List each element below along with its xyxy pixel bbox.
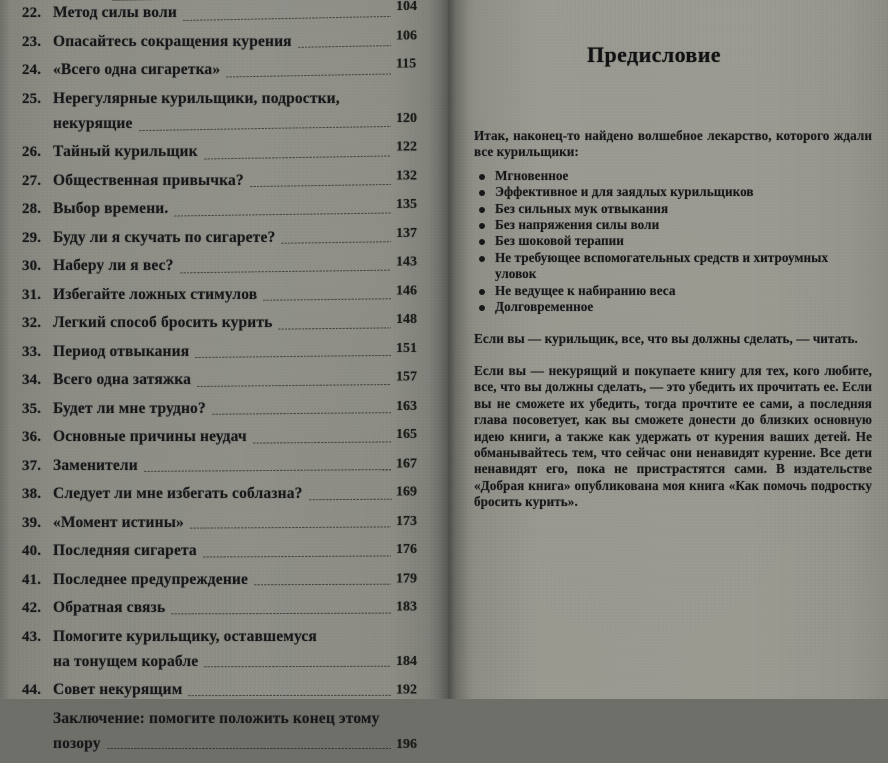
toc-entry-title: Буду ли я скучать по сигарете? bbox=[53, 228, 276, 246]
toc-entry-title: Будет ли мне трудно? bbox=[53, 399, 206, 417]
toc-leader-dots bbox=[204, 661, 391, 669]
toc-page-number: 151 bbox=[396, 340, 417, 356]
foreword-bullet-item bbox=[474, 299, 872, 315]
toc-entry-title: Основные причины неудач bbox=[53, 428, 247, 445]
foreword-bullet-item bbox=[474, 283, 872, 299]
toc-entry-line bbox=[22, 56, 426, 86]
toc-leader-dots bbox=[386, 718, 391, 726]
foreword-bullet-text: Долговременное bbox=[495, 299, 594, 315]
toc-leader-dots bbox=[138, 121, 391, 133]
toc-entry-title: Период отвыкания bbox=[53, 342, 190, 360]
toc-entry-line bbox=[22, 710, 426, 735]
toc-entry[interactable] bbox=[22, 457, 426, 482]
toc-entry-number: 39. bbox=[22, 514, 42, 531]
toc-page-number: 120 bbox=[396, 110, 417, 126]
toc-entry[interactable] bbox=[22, 0, 426, 29]
toc-entry-number: 37. bbox=[22, 457, 42, 474]
toc-page-number: 146 bbox=[396, 283, 417, 299]
toc-leader-dots bbox=[250, 179, 391, 189]
toc-entry[interactable] bbox=[22, 90, 426, 140]
toc-entry[interactable] bbox=[22, 254, 426, 282]
foreword-bullet-item bbox=[474, 184, 872, 200]
toc-entry-title: Совет некурящим bbox=[53, 681, 183, 698]
toc-page-number: 157 bbox=[396, 369, 417, 385]
toc-leader-dots bbox=[179, 264, 391, 275]
clipped-leader-line bbox=[112, 0, 418, 1]
foreword-bullet-item bbox=[474, 217, 872, 233]
toc-page-number: 143 bbox=[396, 254, 417, 270]
toc-entry-title: Заменители bbox=[53, 456, 138, 474]
foreword-bullet-item bbox=[474, 201, 872, 217]
toc-entry-number: 41. bbox=[22, 571, 42, 588]
toc-entry-line bbox=[22, 168, 426, 197]
foreword-bullet-item bbox=[474, 250, 872, 283]
toc-entry[interactable] bbox=[22, 400, 426, 425]
toc-leader-dots bbox=[204, 150, 391, 161]
toc-leader-dots bbox=[174, 207, 391, 218]
toc-entry-number: 31. bbox=[22, 286, 42, 303]
toc-leader-dots bbox=[298, 40, 391, 50]
toc-leader-dots bbox=[190, 521, 391, 530]
toc-entry-title: Избегайте ложных стимулов bbox=[53, 285, 258, 303]
table-of-contents bbox=[0, 0, 448, 752]
toc-entry-title: Опасайтесь сокращения курения bbox=[53, 32, 292, 50]
foreword-bullet-text: Без напряжения силы воли bbox=[495, 217, 660, 233]
toc-entry-list bbox=[22, 0, 426, 763]
bullet-icon bbox=[479, 207, 485, 213]
toc-page-number: 165 bbox=[396, 427, 417, 443]
foreword-paragraph: Если вы — курильщик, все, что вы должны сделать, — читать. bbox=[474, 331, 858, 347]
toc-entry-title: Общественная привычка? bbox=[53, 171, 244, 189]
toc-entry-line bbox=[22, 628, 426, 653]
toc-entry-number: 28. bbox=[22, 201, 42, 217]
toc-leader-dots bbox=[308, 493, 391, 502]
toc-entry-line bbox=[22, 571, 426, 596]
toc-leader-dots bbox=[281, 236, 391, 245]
toc-entry-line bbox=[22, 599, 426, 624]
toc-entry[interactable] bbox=[22, 485, 426, 510]
foreword-bullet-text: Без шоковой терапии bbox=[495, 233, 624, 249]
toc-entry[interactable] bbox=[22, 599, 426, 624]
toc-page-number: 132 bbox=[396, 168, 417, 184]
foreword-bullet-item bbox=[474, 233, 872, 249]
toc-page-number: 176 bbox=[396, 542, 417, 558]
toc-entry[interactable] bbox=[22, 168, 426, 197]
toc-page-number: 163 bbox=[396, 398, 417, 414]
toc-entry-number: 33. bbox=[22, 343, 42, 360]
toc-page-number: 196 bbox=[396, 736, 417, 752]
toc-page-number: 183 bbox=[396, 599, 417, 615]
clipped-entry-above bbox=[26, 0, 426, 1]
toc-leader-dots bbox=[323, 636, 391, 644]
toc-entry-title: Следует ли мне избегать соблазна? bbox=[53, 485, 303, 502]
toc-entry-title: Помогите курильщику, оставшемуся bbox=[53, 627, 317, 645]
toc-leader-dots bbox=[346, 98, 391, 107]
toc-entry-number: 35. bbox=[22, 400, 42, 417]
toc-entry[interactable] bbox=[22, 27, 426, 58]
toc-entry-number: 36. bbox=[22, 429, 42, 445]
toc-entry-number: 32. bbox=[22, 315, 42, 331]
toc-entry-line bbox=[22, 542, 426, 567]
toc-entry-line bbox=[22, 225, 426, 254]
toc-entry-title: Заключение: помогите положить конец этому bbox=[53, 709, 380, 727]
toc-entry-line bbox=[22, 254, 426, 282]
foreword-body bbox=[474, 128, 872, 526]
toc-entry-line bbox=[22, 90, 426, 115]
toc-leader-dots bbox=[171, 607, 391, 616]
toc-entry-title: Метод силы воли bbox=[53, 4, 177, 21]
toc-leader-dots bbox=[197, 379, 391, 389]
toc-page-number: 167 bbox=[396, 455, 417, 471]
toc-leader-dots bbox=[254, 579, 391, 588]
toc-entry-number: 22. bbox=[22, 5, 42, 21]
toc-entry[interactable] bbox=[22, 139, 426, 168]
bullet-icon bbox=[479, 223, 485, 229]
toc-entry-title-continued: некурящие bbox=[53, 114, 133, 132]
toc-page-number: 192 bbox=[396, 682, 417, 698]
toc-leader-dots bbox=[203, 550, 391, 559]
toc-entry-line bbox=[22, 457, 426, 482]
toc-entry-line bbox=[22, 139, 426, 168]
toc-leader-dots bbox=[263, 293, 391, 303]
toc-entry-title: Выбор времени. bbox=[53, 200, 169, 217]
foreword-bullet-text: Без сильных мук отвыкания bbox=[495, 200, 669, 216]
foreword-paragraphs bbox=[474, 331, 872, 510]
toc-entry-title-continued: позору bbox=[53, 734, 101, 752]
toc-entry[interactable] bbox=[22, 371, 426, 396]
toc-page-number: 169 bbox=[396, 484, 417, 500]
toc-page-number: 135 bbox=[396, 196, 417, 212]
toc-page-number: 137 bbox=[396, 225, 417, 241]
toc-entry-line bbox=[22, 311, 426, 339]
toc-entry[interactable] bbox=[22, 311, 426, 339]
toc-page-number: 106 bbox=[396, 27, 417, 43]
bullet-icon bbox=[479, 174, 485, 180]
foreword-bullet-text: Мгновенное bbox=[495, 167, 569, 183]
toc-entry-line bbox=[22, 400, 426, 425]
toc-page-number: 173 bbox=[396, 513, 417, 529]
toc-leader-dots bbox=[212, 407, 391, 417]
toc-entry[interactable] bbox=[22, 56, 426, 86]
foreword-bullet-text: Не ведущее к набиранию веса bbox=[495, 282, 676, 298]
toc-page-number: 148 bbox=[396, 311, 417, 327]
toc-entry-line bbox=[22, 428, 426, 453]
toc-entry-number: 27. bbox=[22, 172, 42, 189]
toc-entry-number: 26. bbox=[22, 144, 42, 160]
toc-entry-line bbox=[22, 485, 426, 510]
toc-entry-title-continued: на тонущем корабле bbox=[53, 652, 199, 670]
toc-entry-line bbox=[22, 340, 426, 368]
toc-entry-number: 43. bbox=[22, 628, 42, 645]
toc-entry-number: 29. bbox=[22, 229, 42, 246]
bullet-icon bbox=[479, 256, 485, 262]
toc-entry-line bbox=[22, 681, 426, 706]
toc-entry-line bbox=[22, 196, 426, 225]
toc-leader-dots bbox=[278, 322, 391, 331]
toc-entry-number: 44. bbox=[22, 682, 42, 698]
toc-entry[interactable] bbox=[22, 628, 426, 678]
bullet-icon bbox=[479, 239, 485, 245]
toc-entry-title: «Всего одна сигаретка» bbox=[53, 61, 221, 78]
toc-entry[interactable] bbox=[22, 428, 426, 453]
foreword-bullet-text: Не требующее вспомогательных средств и хитроумных уловок bbox=[495, 249, 829, 282]
toc-entry-number: 30. bbox=[22, 258, 42, 274]
toc-entry[interactable] bbox=[22, 542, 426, 567]
toc-leader-dots bbox=[253, 436, 391, 445]
toc-entry-line bbox=[22, 0, 426, 29]
toc-entry-line-continued bbox=[22, 110, 426, 140]
toc-entry[interactable] bbox=[22, 681, 426, 706]
toc-entry-title: Наберу ли я вес? bbox=[53, 257, 174, 274]
toc-page-number: 104 bbox=[396, 0, 417, 14]
toc-page-number: 179 bbox=[396, 570, 417, 586]
foreword-title: Предисловие bbox=[587, 42, 721, 67]
toc-leader-dots bbox=[226, 68, 391, 79]
toc-page-number: 184 bbox=[396, 653, 417, 669]
foreword-page bbox=[448, 0, 888, 699]
toc-entry-number: 38. bbox=[22, 486, 42, 502]
toc-leader-dots bbox=[107, 743, 391, 751]
toc-leader-dots bbox=[183, 10, 391, 22]
toc-entry[interactable] bbox=[22, 196, 426, 225]
bullet-icon bbox=[479, 305, 485, 311]
toc-entry[interactable] bbox=[22, 571, 426, 596]
toc-entry-number: 24. bbox=[22, 62, 42, 78]
toc-entry-title: Всего одна затяжка bbox=[53, 371, 192, 388]
foreword-paragraph: Если вы — некурящий и покупаете книгу для тех, кого любите, все, что вы должны сделать, — это убедить их прочитать ее. Если вы не сможете их убедить, тогда прочтите ее сами, а последняя глава посоветует, как вы сможете донести до близких основную идею книги, а также как удержать от курения ваших детей. Не обманывайтесь тем, что сейчас они ненавидят курение. Все дети ненавидят его, пока не пристрастятся сами. В издательстве «Добрая книга» опубликована моя книга «Как помочь подростку бросить курить». bbox=[474, 362, 872, 510]
toc-entry-number: 23. bbox=[22, 33, 42, 50]
toc-entry-line-continued bbox=[22, 735, 426, 760]
toc-page-number: 122 bbox=[396, 139, 417, 155]
foreword-intro: Итак, наконец-то найдено волшебное лекарство, которого ждали все курильщики: bbox=[474, 128, 872, 160]
toc-entry[interactable] bbox=[22, 514, 426, 539]
toc-entry-title: «Момент истины» bbox=[53, 513, 184, 531]
toc-entry-line bbox=[22, 27, 426, 58]
toc-entry[interactable] bbox=[22, 340, 426, 368]
foreword-bullet-item bbox=[474, 168, 872, 184]
toc-entry-title: Последняя сигарета bbox=[53, 542, 197, 559]
toc-entry-line bbox=[22, 283, 426, 311]
toc-entry-number: 25. bbox=[22, 90, 42, 107]
bullet-icon bbox=[479, 289, 485, 295]
toc-entry-title: Нерегулярные курильщики, подростки, bbox=[53, 89, 340, 107]
toc-entry-title: Обратная связь bbox=[53, 599, 166, 616]
toc-entry-number: 34. bbox=[22, 372, 42, 388]
foreword-bullet-text: Эффективное и для заядлых курильщиков bbox=[495, 184, 754, 200]
toc-entry-line-continued bbox=[22, 653, 426, 678]
toc-entry-number: 40. bbox=[22, 543, 42, 559]
bullet-icon bbox=[479, 190, 485, 196]
toc-entry-line bbox=[22, 371, 426, 396]
toc-leader-dots bbox=[195, 350, 391, 360]
toc-entry-number: 42. bbox=[22, 600, 42, 616]
toc-entry-title: Тайный курильщик bbox=[53, 143, 198, 160]
toc-page-number: 115 bbox=[396, 56, 417, 72]
toc-entry[interactable] bbox=[22, 283, 426, 311]
foreword-bullet-list bbox=[474, 168, 872, 316]
toc-leader-dots bbox=[144, 464, 391, 474]
toc-entry-title: Последнее предупреждение bbox=[53, 570, 249, 588]
toc-leader-dots bbox=[188, 689, 391, 697]
toc-entry[interactable] bbox=[22, 710, 426, 760]
toc-entry-line bbox=[22, 514, 426, 539]
toc-entry-title: Легкий способ бросить курить bbox=[53, 314, 273, 331]
toc-entry[interactable] bbox=[22, 225, 426, 254]
